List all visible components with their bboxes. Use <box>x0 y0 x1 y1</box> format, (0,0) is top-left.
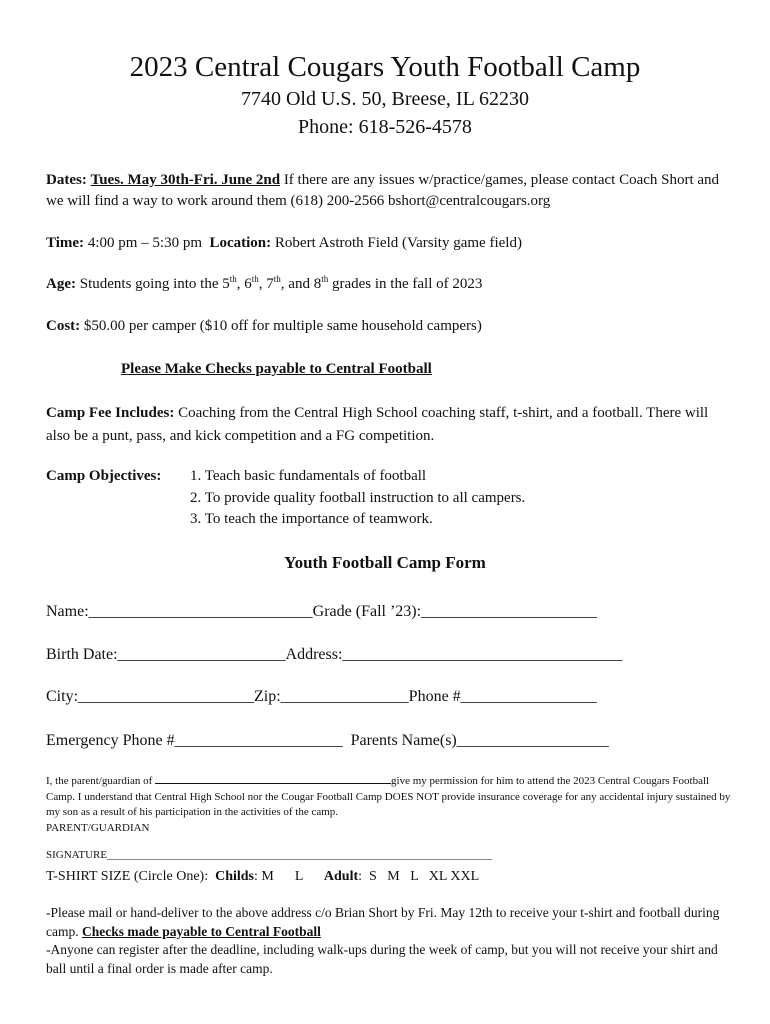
permission-suffix: give my permission for him to attend the 2023 Central Cougars Football Camp. I understand that Central High School nor the Cougar Football Camp DOES NOT provide insurance coverage for any accidental injury sustained by my son as a result of his participation in the activities of the camp. <box>46 775 731 818</box>
camp-phone: Phone: 618-526-4578 <box>298 116 472 138</box>
age-text: , 6 <box>236 276 252 292</box>
age-text: Students going into the 5 <box>76 276 230 292</box>
fee-value: Coaching from the Central High School coaching staff, t-shirt, and a football. There will also be a punt, pass, and kick competition and a FG competition. <box>46 405 709 444</box>
tshirt-label: T-SHIRT SIZE (Circle One): <box>46 869 216 884</box>
cost-section <box>46 316 726 337</box>
childs-label: Childs <box>215 869 255 884</box>
objective-item: 1. Teach basic fundamentals of football <box>190 468 427 484</box>
age-section <box>46 274 726 295</box>
dates-section <box>46 170 726 212</box>
objectives-label: Camp Objectives: <box>46 468 162 484</box>
checks-notice <box>121 359 770 380</box>
cost-label: Cost: <box>46 318 81 334</box>
permission-prefix: I, the parent/guardian of <box>46 775 156 787</box>
cost-value: $50.00 per camper ($10 off for multiple same household campers) <box>80 318 482 334</box>
adult-sizes[interactable]: : S M L XL XXL <box>358 869 480 884</box>
time-label: Time: <box>46 235 85 251</box>
birthdate-address-line[interactable]: Birth Date:_____________________Address:___________________________________ <box>46 646 623 663</box>
signature-line[interactable]: SIGNATURE______________________________________________________________________ <box>46 849 493 861</box>
emergency-parents-line[interactable]: Emergency Phone #_____________________ Parents Name(s)___________________ <box>46 732 609 749</box>
dates-note: If there are any issues w/practice/games, please contact Coach Short and we will find a way to work around them (618) 200-2566 bshort@centralcougars.org <box>46 172 720 209</box>
city-zip-phone-line[interactable]: City:______________________Zip:________________Phone #_________________ <box>46 688 597 705</box>
age-text: , 7 <box>258 276 274 292</box>
permission-statement <box>46 771 736 836</box>
mail-instructions: -Please mail or hand-deliver to the above address c/o Brian Short by Fri. May 12th to receive your t-shirt and football during camp. <box>46 905 720 939</box>
parent-guardian-label: PARENT/GUARDIAN <box>46 821 150 834</box>
name-grade-line[interactable]: Name:____________________________Grade (Fall ’23):______________________ <box>46 603 598 620</box>
child-name-blank[interactable] <box>155 771 391 784</box>
instructions-notes <box>46 904 726 978</box>
age-sup: th <box>251 274 259 284</box>
age-text: , and 8 <box>280 276 322 292</box>
fee-label: Camp Fee Includes: <box>46 405 175 421</box>
age-sup: th <box>229 274 237 284</box>
objective-item: 3. To teach the importance of teamwork. <box>190 511 433 527</box>
fee-section <box>46 402 726 448</box>
location-label: Location: <box>209 235 272 251</box>
location-value: Robert Astroth Field (Varsity game field) <box>271 235 522 251</box>
age-text: grades in the fall of 2023 <box>328 276 483 292</box>
checks-payable-note: Checks made payable to Central Football <box>82 923 321 939</box>
dates-label: Dates: <box>46 172 87 188</box>
objectives-list <box>190 466 525 531</box>
tshirt-size-row <box>46 868 479 886</box>
childs-sizes[interactable]: : M L <box>254 869 324 884</box>
age-sup: th <box>321 274 329 284</box>
checks-notice-text: Please Make Checks payable to Central Football <box>121 361 432 377</box>
late-registration-note: -Anyone can register after the deadline, including walk-ups during the week of camp, but you will not receive your shirt and ball until a final order is made after camp. <box>46 942 718 976</box>
dates-value: Tues. May 30th-Fri. June 2nd <box>90 172 281 188</box>
time-value: 4:00 pm – 5:30 pm <box>84 235 202 251</box>
camp-address: 7740 Old U.S. 50, Breese, IL 62230 <box>240 88 530 110</box>
document-title: 2023 Central Cougars Youth Football Camp <box>129 51 641 83</box>
age-label: Age: <box>46 276 76 292</box>
time-section <box>46 233 726 254</box>
objective-item: 2. To provide quality football instruction to all campers. <box>190 489 526 506</box>
age-sup: th <box>273 274 281 284</box>
adult-label: Adult <box>323 869 359 884</box>
form-heading: Youth Football Camp Form <box>284 553 486 572</box>
